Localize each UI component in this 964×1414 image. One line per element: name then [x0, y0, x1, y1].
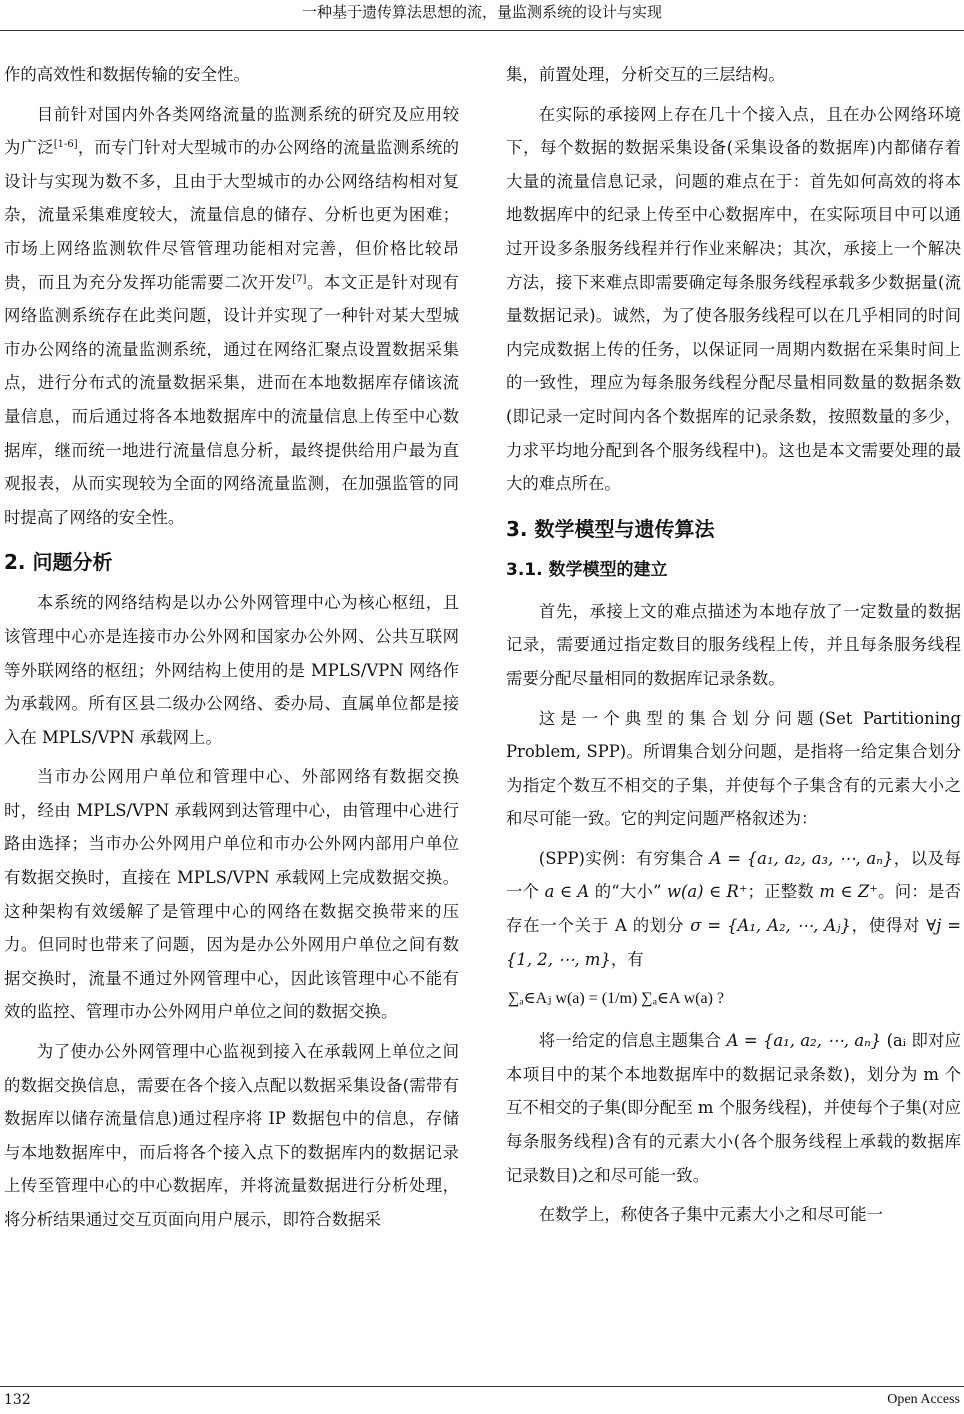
right-paragraph-2: 在实际的承接网上存在几十个接入点，且在办公网络环境下，每个数据的数据采集设备(采集设备的数据库)内都储存着大量的流量信息记录，问题的难点在于：首先如何高效的将本地数据库中的纪录上传至中心数据库中，在实际项目中可以通过开设多条服务线程并行作业来解决；其次，承接上一个解决方法，接下来难点即需要确定每条服务线程承载多少数据量(流量数据记录)。诚然，为了使各服务线程可以在几乎相同的时间内完成数据上传的任务，以保证同一周期内数据在采集时间上的一致性，理应为每条服务线程分配尽量相同数量的数据条数(即记录一定时间内各个数据库的记录条数，按照数量的多少，力求平均地分配到各个服务线程中)。这也是本文需要处理的最大的难点所在。	[506, 104, 961, 494]
text-run: ，而专门针对大型城市的办公网络的流量监测系统的设计与实现为数不多，且由于大型城市的办公网络结构相对复杂，流量采集难度较大，流量信息的储存、分析也更为困难；市场上网络监测软件尽管管理功能相对完善，但价格比较昂贵，而且为充分发挥功能需要二次开发	[4, 138, 460, 292]
text-run: ，以及每一个	[506, 848, 961, 902]
math-set: A = {a₁, a₂, ⋯, aₙ}	[726, 1031, 882, 1051]
text-run: 。问：是否存在一个关于 A 的划分	[506, 882, 962, 936]
math-partition: σ = {A₁, A₂, ⋯, Aⱼ}	[690, 916, 851, 936]
text-run: ，使得对	[850, 916, 927, 936]
text-run: (aᵢ 即对应本项目中的某个本地数据库中的数据记录条数)，划分为 m 个互不相交的子集(即分配至 m 个服务线程)，并使每个子集(对应每条服务线程)含有的元素大小(各个服务线程上承载的数据库记录数目)之和尽可能一致。	[506, 1031, 961, 1185]
text-run: 。本文正是针对现有网络监测系统存在此类问题，设计并实现了一种针对某大型城市办公网络的流量监测系统，通过在网络汇聚点设置数据采集点，进行分布式的流量数据采集，进而在本地数据库存储该流量信息，而后通过将各本地数据库中的流量信息上传至中心数据库，继而统一地进行流量信息分析，最终提供给用户最为直观报表，从而实现较为全面的网络流量监测，在加强监管的同时提高了网络的安全性。	[4, 272, 460, 527]
text-run: 目前针对国内外各类网络流量的监测系统的研究及应用较为广泛	[4, 104, 459, 158]
right-paragraph-4: 这是一个典型的集合划分问题(Set Partitioning Problem, SPP)。所谓集合划分问题，是指将一给定集合划分为指定个数互不相交的子集，并使每个子集含有的元素大小之和尽可能一致。它的判定问题严格叙述为：	[506, 708, 961, 829]
right-paragraph-3: 首先，承接上文的难点描述为本地存放了一定数量的数据记录，需要通过指定数目的服务线程上传，并且每条服务线程需要分配尽量相同的数据库记录条数。	[506, 601, 961, 688]
left-paragraph-5: 为了使办公外网管理中心监视到接入在承载网上单位之间的数据交换信息，需要在各个接入点配以数据采集设备(需带有数据库以储存流量信息)通过程序将 IP 数据包中的信息，存储与本地数据库中，而后将各个接入点下的数据库内的数据记录上传至管理中心的中心数据库，并将流量数据进行分析处理，将分析结果通过交互页面向用户展示，即符合数据采	[4, 1042, 459, 1229]
math-element: a ∈ A	[544, 882, 590, 902]
right-paragraph-1: 集，前置处理，分析交互的三层结构。	[506, 65, 785, 84]
header-rule	[0, 30, 964, 31]
sum-equation: ∑ₐ∈Aⱼ w(a) = (1/m) ∑ₐ∈A w(a) ?	[508, 990, 724, 1008]
text-run: (SPP)实例：有穷集合	[538, 848, 710, 868]
right-paragraph-6: 在数学上，称使各子集中元素大小之和尽可能一	[538, 1205, 883, 1225]
section-3-heading: 3. 数学模型与遗传算法	[506, 516, 715, 541]
text-run: ；正整数	[747, 882, 820, 902]
journal-label: Open Access	[887, 1392, 960, 1407]
left-paragraph-1: 作的高效性和数据传输的安全性。	[4, 65, 250, 84]
section-2-heading: 2. 问题分析	[4, 550, 113, 575]
text-run: 将一给定的信息主题集合	[538, 1031, 727, 1051]
left-column	[4, 58, 459, 1243]
right-paragraph-5	[506, 1024, 961, 1192]
math-forall: ∀j = {1, 2, ⋯, m}	[506, 916, 961, 969]
left-paragraph-4: 当市办公网用户单位和管理中心、外部网络有数据交换时，经由 MPLS/VPN 承载网到达管理中心，由管理中心进行路由选择；当市办公外网用户单位和市办公外网内部用户单位有数据交换时，直接在 MPLS/VPN 承载网上完成数据交换。这种架构有效缓解了是管理中心的网络在数据交换带来的压力。但同时也带来了问题，因为是办公外网用户单位之间有数据交换时，流量不通过外网管理中心，因此该管理中心不能有效的监控、管理市办公外网用户单位之间的数据交换。	[4, 767, 459, 1022]
text-run: ，有	[610, 949, 644, 969]
footer-rule	[0, 1386, 964, 1387]
math-set: A = {a₁, a₂, a₃, ⋯, aₙ}	[709, 848, 894, 868]
citation-ref: [1-6]	[53, 139, 78, 151]
section-3-1-heading: 3.1. 数学模型的建立	[506, 559, 668, 580]
right-column	[506, 58, 961, 1238]
math-weight: w(a) ∈ R⁺	[666, 882, 748, 902]
citation-ref: [7]	[292, 273, 307, 285]
math-integer: m ∈ Z⁺	[819, 882, 878, 902]
left-paragraph-3: 本系统的网络结构是以办公外网管理中心为核心枢纽，且该管理中心亦是连接市办公外网和国家办公外网、公共互联网等外联网络的枢纽；外网结构上使用的是 MPLS/VPN 网络作为承载网。所有区县二级办公网络、委办局、直属单位都是接入在 MPLS/VPN 承载网上。	[4, 593, 459, 747]
spp-definition	[506, 842, 961, 976]
running-header: 一种基于遗传算法思想的流，量监测系统的设计与实现	[301, 3, 662, 21]
left-paragraph-2	[4, 98, 459, 535]
page-number: 132	[4, 1392, 31, 1408]
text-run: 的“大小”	[589, 882, 667, 902]
